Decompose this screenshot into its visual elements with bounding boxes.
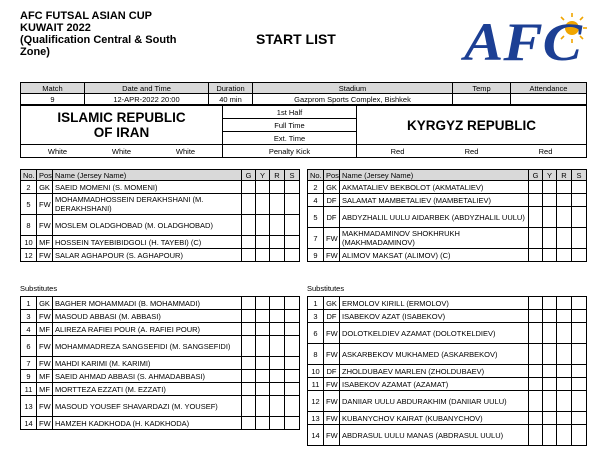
player-goals-cell [242, 396, 256, 417]
player-goals-cell [242, 310, 256, 323]
player-number: 1 [308, 297, 324, 310]
player-row [21, 357, 300, 370]
player-name: MOHAMMADREZA SANGSEFIDI (M. SANGSEFIDI) [53, 336, 242, 357]
date-time-header: Date and Time [85, 83, 209, 94]
home-color-2: White [111, 146, 132, 156]
player-name: MOSLEM OLADGHOBAD (M. OLADGHOBAD) [53, 215, 242, 236]
player-goals-cell [529, 228, 543, 249]
player-position: FW [37, 215, 53, 236]
player-name: ASKARBEKOV MUKHAMED (ASKARBEKOV) [340, 344, 529, 365]
player-red-cell [557, 425, 572, 446]
player-goals-cell [242, 194, 256, 215]
player-row [308, 310, 587, 323]
player-yellow-cell [256, 310, 270, 323]
player-red-cell [557, 365, 572, 378]
away-color-1: Red [390, 146, 405, 156]
player-number: 13 [308, 412, 324, 425]
player-number: 4 [308, 194, 324, 207]
player-name: AKMATALIEV BEKBOLOT (AKMATALIEV) [340, 181, 529, 194]
player-name: HAMZEH KADKHODA (H. KADKHODA) [53, 417, 242, 430]
table-header-row [21, 170, 300, 181]
player-number: 7 [21, 357, 37, 370]
player-yellow-cell [543, 310, 557, 323]
player-subs-cell [285, 383, 300, 396]
player-row [308, 249, 587, 262]
player-subs-cell [572, 344, 587, 365]
player-row [308, 344, 587, 365]
player-number: 8 [21, 215, 37, 236]
player-name: ALIREZA RAFIEI POUR (A. RAFIEI POUR) [53, 323, 242, 336]
player-row [21, 396, 300, 417]
attendance-header: Attendance [511, 83, 587, 94]
player-red-cell [270, 236, 285, 249]
player-yellow-cell [543, 194, 557, 207]
player-row [308, 297, 587, 310]
player-goals-cell [529, 391, 543, 412]
player-yellow-cell [256, 249, 270, 262]
player-red-cell [270, 383, 285, 396]
player-number: 3 [21, 310, 37, 323]
player-yellow-cell [543, 378, 557, 391]
player-position: FW [37, 194, 53, 215]
player-red-cell [557, 297, 572, 310]
player-goals-cell [529, 425, 543, 446]
player-row [308, 425, 587, 446]
player-position: FW [37, 249, 53, 262]
player-subs-cell [572, 228, 587, 249]
col-header-s: S [285, 170, 300, 181]
match-info-table [20, 82, 587, 105]
player-goals-cell [529, 249, 543, 262]
player-red-cell [557, 310, 572, 323]
player-number: 2 [21, 181, 37, 194]
player-number: 6 [308, 323, 324, 344]
player-name: ABDRASUL UULU MANAS (ABDRASUL UULU) [340, 425, 529, 446]
temp-header: Temp [453, 83, 511, 94]
player-goals-cell [529, 181, 543, 194]
player-goals-cell [242, 370, 256, 383]
player-row [21, 417, 300, 430]
player-number: 5 [21, 194, 37, 215]
player-name: HOSSEIN TAYEBIBIDGOLI (H. TAYEBI) (C) [53, 236, 242, 249]
player-yellow-cell [543, 228, 557, 249]
attendance [511, 94, 587, 105]
col-header-s: S [572, 170, 587, 181]
player-yellow-cell [543, 344, 557, 365]
player-name: ZHOLDUBAEV MARLEN (ZHOLDUBAEV) [340, 365, 529, 378]
stadium: Gazprom Sports Complex, Bishkek [253, 94, 453, 105]
player-yellow-cell [256, 323, 270, 336]
player-yellow-cell [256, 236, 270, 249]
player-yellow-cell [543, 323, 557, 344]
player-position: FW [37, 310, 53, 323]
player-yellow-cell [543, 425, 557, 446]
player-number: 1 [21, 297, 37, 310]
start-list-heading: START LIST [256, 31, 336, 47]
player-position: GK [324, 181, 340, 194]
period-full-time: Full Time [223, 119, 357, 132]
player-goals-cell [242, 181, 256, 194]
player-red-cell [557, 228, 572, 249]
player-goals-cell [529, 344, 543, 365]
player-name: ABDYZHALIL UULU AIDARBEK (ABDYZHALIL UULU) [340, 207, 529, 228]
col-header-r: R [557, 170, 572, 181]
player-goals-cell [529, 310, 543, 323]
player-number: 4 [21, 323, 37, 336]
stadium-header: Stadium [253, 83, 453, 94]
player-position: DF [324, 194, 340, 207]
player-number: 9 [21, 370, 37, 383]
player-subs-cell [572, 365, 587, 378]
player-name: MORTTEZA EZZATI (M. EZZATI) [53, 383, 242, 396]
player-subs-cell [285, 236, 300, 249]
player-yellow-cell [543, 297, 557, 310]
home-color-3: White [175, 146, 196, 156]
player-position: FW [324, 378, 340, 391]
away-subs-table [307, 296, 587, 446]
away-color-2: Red [464, 146, 479, 156]
player-subs-cell [572, 378, 587, 391]
period-ext-time: Ext. Time [223, 132, 357, 145]
player-goals-cell [529, 412, 543, 425]
player-name: ISABEKOV AZAMAT (AZAMAT) [340, 378, 529, 391]
player-number: 14 [308, 425, 324, 446]
player-subs-cell [572, 181, 587, 194]
player-subs-cell [572, 310, 587, 323]
player-position: FW [37, 396, 53, 417]
player-red-cell [270, 370, 285, 383]
player-number: 2 [308, 181, 324, 194]
player-number: 8 [308, 344, 324, 365]
player-name: MASOUD ABBASI (M. ABBASI) [53, 310, 242, 323]
player-goals-cell [242, 417, 256, 430]
title-line-2: KUWAIT 2022 [20, 22, 91, 34]
away-substitutes-label: Substitutes [307, 284, 345, 293]
player-yellow-cell [543, 365, 557, 378]
player-name: SALAMAT MAMBETALIEV (MAMBETALIEV) [340, 194, 529, 207]
player-position: MF [37, 323, 53, 336]
player-subs-cell [285, 215, 300, 236]
player-subs-cell [285, 297, 300, 310]
player-red-cell [270, 323, 285, 336]
competition-title [20, 10, 220, 58]
player-number: 14 [21, 417, 37, 430]
player-goals-cell [242, 215, 256, 236]
title-line-3: (Qualification Central & South [20, 34, 177, 46]
player-position: GK [37, 181, 53, 194]
player-number: 12 [308, 391, 324, 412]
player-yellow-cell [256, 417, 270, 430]
away-colors [357, 145, 587, 158]
player-subs-cell [285, 370, 300, 383]
home-team-name-line-1: ISLAMIC REPUBLIC [57, 110, 186, 125]
player-yellow-cell [256, 297, 270, 310]
duration: 40 min [209, 94, 253, 105]
player-name: MAKHMADAMINOV SHOKHRUKH (MAKHMADAMINOV) [340, 228, 529, 249]
player-row [308, 391, 587, 412]
player-yellow-cell [256, 370, 270, 383]
player-row [21, 194, 300, 215]
player-position: FW [324, 249, 340, 262]
afc-logo [460, 8, 592, 66]
player-subs-cell [285, 310, 300, 323]
col-header-g: G [529, 170, 543, 181]
player-goals-cell [242, 249, 256, 262]
player-goals-cell [242, 357, 256, 370]
player-row [21, 323, 300, 336]
away-color-3: Red [538, 146, 553, 156]
player-row [308, 207, 587, 228]
player-goals-cell [242, 336, 256, 357]
player-yellow-cell [256, 194, 270, 215]
player-subs-cell [572, 391, 587, 412]
player-row [21, 336, 300, 357]
player-yellow-cell [256, 383, 270, 396]
player-subs-cell [285, 417, 300, 430]
player-subs-cell [572, 194, 587, 207]
player-row [21, 215, 300, 236]
player-position: FW [324, 228, 340, 249]
col-header-y: Y [256, 170, 270, 181]
player-position: DF [324, 365, 340, 378]
home-team-name-line-2: OF IRAN [93, 125, 150, 140]
player-subs-cell [285, 396, 300, 417]
player-name: ALIMOV MAKSAT (ALIMOV) (C) [340, 249, 529, 262]
player-red-cell [557, 249, 572, 262]
player-red-cell [270, 310, 285, 323]
player-row [308, 378, 587, 391]
player-position: FW [324, 391, 340, 412]
player-name: MASOUD YOUSEF SHAVARDAZI (M. YOUSEF) [53, 396, 242, 417]
player-name: BAGHER MOHAMMADI (B. MOHAMMADI) [53, 297, 242, 310]
title-line-4: Zone) [20, 46, 50, 58]
player-number: 9 [308, 249, 324, 262]
player-red-cell [270, 396, 285, 417]
player-name: DOLOTKELDIEV AZAMAT (DOLOTKELDIEV) [340, 323, 529, 344]
player-position: GK [37, 297, 53, 310]
player-red-cell [557, 181, 572, 194]
player-goals-cell [529, 207, 543, 228]
col-header-y: Y [543, 170, 557, 181]
player-red-cell [557, 412, 572, 425]
player-yellow-cell [256, 396, 270, 417]
period-first-half: 1st Half [223, 106, 357, 119]
player-number: 7 [308, 228, 324, 249]
player-subs-cell [285, 323, 300, 336]
player-goals-cell [529, 194, 543, 207]
player-name: MAHDI KARIMI (M. KARIMI) [53, 357, 242, 370]
player-position: FW [37, 417, 53, 430]
player-position: FW [324, 323, 340, 344]
player-position: MF [37, 383, 53, 396]
player-position: GK [324, 297, 340, 310]
player-position: FW [324, 425, 340, 446]
player-goals-cell [242, 297, 256, 310]
player-red-cell [270, 297, 285, 310]
player-red-cell [557, 378, 572, 391]
home-subs-table [20, 296, 300, 430]
player-subs-cell [285, 336, 300, 357]
player-name: MOHAMMADHOSSEIN DERAKHSHANI (M. DERAKHSHANI) [53, 194, 242, 215]
home-colors [21, 145, 223, 158]
player-row [308, 228, 587, 249]
player-red-cell [270, 194, 285, 215]
player-red-cell [557, 391, 572, 412]
player-position: MF [37, 236, 53, 249]
player-goals-cell [529, 297, 543, 310]
player-subs-cell [285, 194, 300, 215]
player-subs-cell [572, 207, 587, 228]
player-row [21, 236, 300, 249]
player-subs-cell [285, 181, 300, 194]
col-header-no: No. [308, 170, 324, 181]
player-row [21, 383, 300, 396]
player-name: DANIIAR UULU ABDURAKHIM (DANIIAR UULU) [340, 391, 529, 412]
player-yellow-cell [543, 249, 557, 262]
player-position: FW [37, 357, 53, 370]
match-header: Match [21, 83, 85, 94]
col-header-g: G [242, 170, 256, 181]
home-substitutes-label: Substitutes [20, 284, 58, 293]
player-yellow-cell [543, 181, 557, 194]
match-number: 9 [21, 94, 85, 105]
player-red-cell [270, 336, 285, 357]
player-row [308, 181, 587, 194]
col-header-r: R [270, 170, 285, 181]
player-goals-cell [529, 323, 543, 344]
player-name: SALAR AGHAPOUR (S. AGHAPOUR) [53, 249, 242, 262]
player-goals-cell [529, 365, 543, 378]
player-subs-cell [572, 323, 587, 344]
player-number: 11 [21, 383, 37, 396]
player-subs-cell [572, 249, 587, 262]
player-row [308, 194, 587, 207]
player-position: DF [324, 207, 340, 228]
player-row [21, 181, 300, 194]
player-goals-cell [242, 236, 256, 249]
col-header-pos: Pos [324, 170, 340, 181]
col-header-pos: Pos [37, 170, 53, 181]
player-position: DF [324, 310, 340, 323]
player-number: 13 [21, 396, 37, 417]
player-yellow-cell [543, 207, 557, 228]
player-number: 10 [21, 236, 37, 249]
player-goals-cell [529, 378, 543, 391]
player-subs-cell [572, 412, 587, 425]
col-header-name: Name (Jersey Name) [53, 170, 242, 181]
player-subs-cell [572, 425, 587, 446]
player-row [21, 310, 300, 323]
date-time: 12-APR-2022 20:00 [85, 94, 209, 105]
player-number: 5 [308, 207, 324, 228]
player-goals-cell [242, 383, 256, 396]
player-subs-cell [285, 357, 300, 370]
player-yellow-cell [543, 391, 557, 412]
player-row [308, 365, 587, 378]
player-red-cell [270, 417, 285, 430]
away-starters-table [307, 169, 587, 262]
player-row [21, 370, 300, 383]
player-row [308, 412, 587, 425]
afc-logo-text: AFC [460, 12, 584, 66]
player-position: FW [37, 336, 53, 357]
col-header-no: No. [21, 170, 37, 181]
player-position: FW [324, 412, 340, 425]
player-red-cell [557, 344, 572, 365]
home-team-name [21, 106, 223, 145]
player-number: 10 [308, 365, 324, 378]
player-name: ERMOLOV KIRILL (ERMOLOV) [340, 297, 529, 310]
home-color-1: White [47, 146, 68, 156]
player-goals-cell [242, 323, 256, 336]
player-subs-cell [285, 249, 300, 262]
player-yellow-cell [256, 336, 270, 357]
player-yellow-cell [256, 357, 270, 370]
player-red-cell [557, 323, 572, 344]
player-red-cell [557, 207, 572, 228]
player-name: ISABEKOV AZAT (ISABEKOV) [340, 310, 529, 323]
player-name: SAEID AHMAD ABBASI (S. AHMADABBASI) [53, 370, 242, 383]
player-red-cell [270, 249, 285, 262]
player-row [21, 249, 300, 262]
player-row [21, 297, 300, 310]
player-red-cell [270, 181, 285, 194]
player-number: 6 [21, 336, 37, 357]
player-red-cell [557, 194, 572, 207]
player-red-cell [270, 215, 285, 236]
player-red-cell [270, 357, 285, 370]
period-penalty-kick: Penalty Kick [223, 145, 357, 158]
player-name: KUBANYCHOV KAIRAT (KUBANYCHOV) [340, 412, 529, 425]
player-number: 11 [308, 378, 324, 391]
col-header-name: Name (Jersey Name) [340, 170, 529, 181]
player-name: SAEID MOMENI (S. MOMENI) [53, 181, 242, 194]
player-yellow-cell [256, 215, 270, 236]
player-number: 12 [21, 249, 37, 262]
title-line-1: AFC FUTSAL ASIAN CUP [20, 10, 152, 22]
teams-header [20, 105, 587, 158]
player-position: FW [324, 344, 340, 365]
player-row [308, 323, 587, 344]
table-header-row [308, 170, 587, 181]
temp [453, 94, 511, 105]
player-subs-cell [572, 297, 587, 310]
player-yellow-cell [256, 181, 270, 194]
away-team-name: KYRGYZ REPUBLIC [357, 106, 587, 145]
duration-header: Duration [209, 83, 253, 94]
player-yellow-cell [543, 412, 557, 425]
home-starters-table [20, 169, 300, 262]
player-number: 3 [308, 310, 324, 323]
player-position: MF [37, 370, 53, 383]
